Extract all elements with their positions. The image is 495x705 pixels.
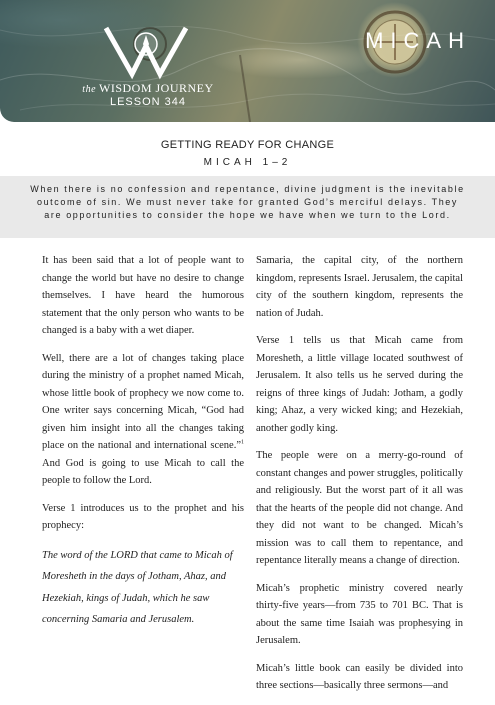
header-banner [0, 0, 495, 122]
paragraph-text-end: And God is going to use Micah to call the people to follow the Lord. [42, 457, 244, 486]
footnote-marker: 1 [241, 439, 244, 446]
summary-box [0, 176, 495, 238]
paragraph-with-footnote [42, 350, 244, 490]
paragraph: Micah’s prophetic ministry covered nearly thirty-five years—from 735 to 701 BC. That is about the same time Isaiah was prophesying in Jerusalem. [256, 582, 463, 646]
paragraph: Verse 1 introduces us to the prophet and his prophecy: [42, 502, 244, 531]
series-name [78, 81, 218, 96]
wisdom-journey-logo [88, 22, 208, 82]
lesson-number: LESSON 344 [109, 96, 187, 108]
body-column-right [256, 252, 463, 705]
summary-text: When there is no confession and repentance, divine judgment is the inevitable outcome of sin. We must never take for granted God’s merciful delays. They are opportunities to consider the hope we have when we turn to the Lord. [30, 184, 465, 220]
body-column-left [42, 252, 244, 641]
paragraph: It has been said that a lot of people want to change the world but have no desire to change themselves. I have heard the humorous statement that the only person who wants to be changed is a baby with a wet diaper. [42, 255, 244, 336]
series-prefix: the [82, 84, 97, 95]
paragraph: Verse 1 tells us that Micah came from Moresheth, a little village located southwest of Jerusalem. It also tells us he served during the reigns of three kings of Judah: Jotham, a godly king; Ahaz, a very wicked king; and Hezekiah, another godly king. [256, 335, 463, 434]
map-background-illustration [0, 0, 495, 122]
paragraph-text: Well, there are a lot of changes taking place during the ministry of a prophet named Micah, whose little book of prophecy we now come to. One writer says concerning Micah, “God had given him insight into all the changes taking place on the national and international scene.” [42, 352, 244, 451]
paragraph: Samaria, the capital city, of the northern kingdom, represents Israel. Jerusalem, the capital city of the southern kingdom, represents the nation of Judah. [256, 255, 464, 319]
series-name-text: WISDOM JOURNEY [99, 81, 214, 95]
lesson-title: GETTING READY FOR CHANGE [160, 139, 335, 151]
scripture-quote: The word of the LORD that came to Micah of Moresheth in the days of Jotham, Ahaz, and Hezekiah, kings of Judah, which he saw concerning Samaria and Jerusalem. [42, 549, 233, 625]
scripture-reference: MICAH 1–2 [203, 157, 292, 168]
paragraph: The people were on a merry-go-round of constant changes and power struggles, politically and religiously. But the worst part of it all was that the hearts of the people did not change. And they did not want to be changed. Micah’s mission was to call them to repentance, and repentance literally means a change of direction. [256, 450, 463, 566]
book-title: MICAH [365, 28, 471, 53]
paragraph: Micah’s little book can easily be divided into three sections—basically three sermons—and [256, 662, 463, 691]
